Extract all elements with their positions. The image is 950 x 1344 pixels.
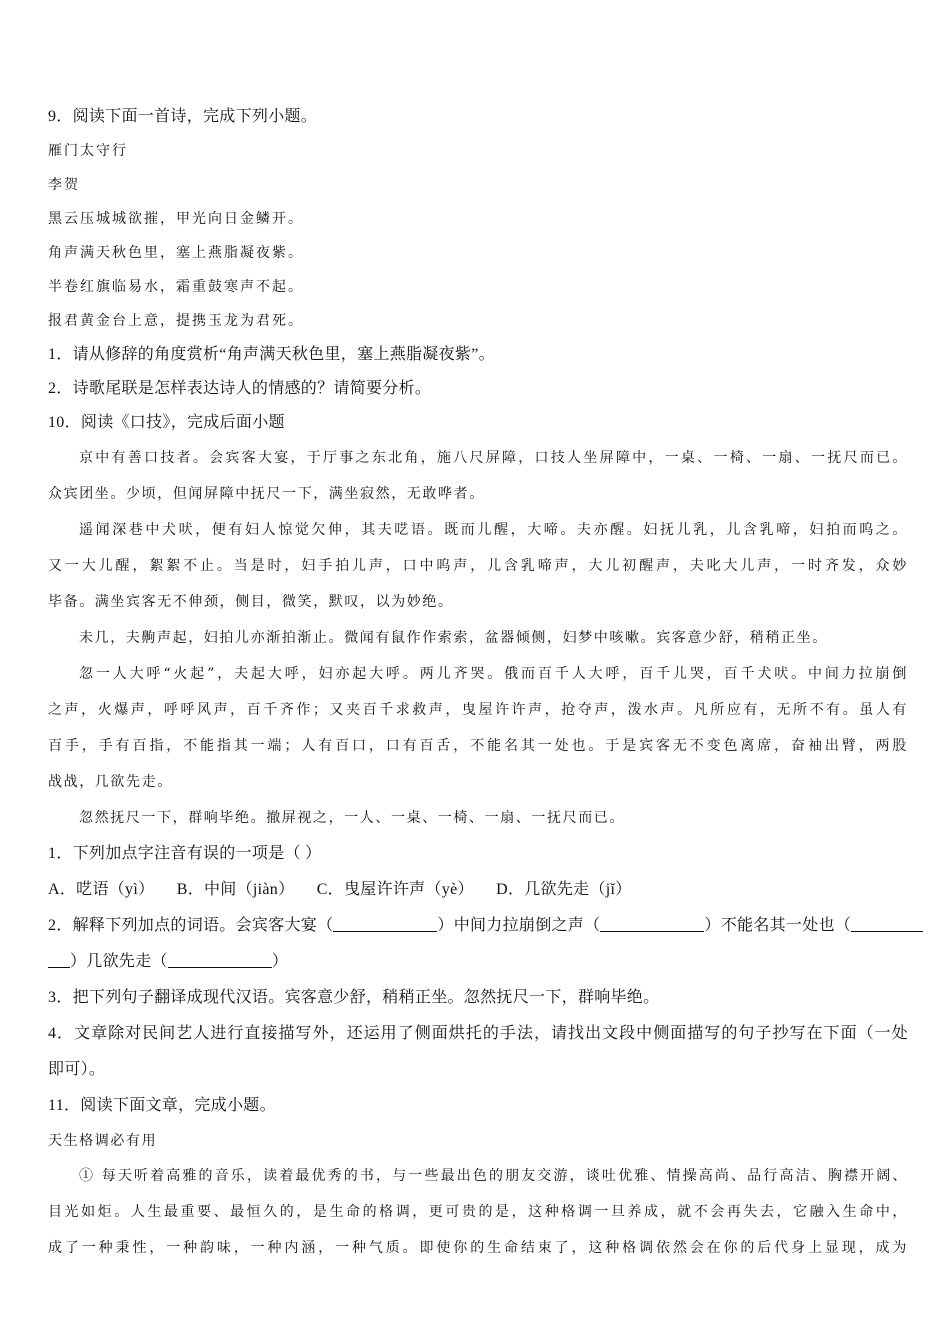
- passage-p2-line-3: 毕备。满坐宾客无不伸颈，侧目，微笑，默叹，以为妙绝。: [48, 594, 454, 610]
- article-p1-line-2: 目光如炬。人生最重要、最恒久的，是生命的格调，更可贵的是，这种格调一旦养成，就不会再失去，它融入生命中，: [48, 1204, 908, 1220]
- answer-blank-4[interactable]: [168, 951, 272, 968]
- q10-sub1: 1．下列加点字注音有误的一项是（ ）: [48, 845, 322, 862]
- q10-sub2-line-1: [48, 908, 908, 944]
- passage-p1-line-1: 京中有善口技者。会宾客大宴，于厅事之东北角，施八尺屏障，口技人坐屏障中，一桌、一椅、一扇、一抚尺而已。: [79, 450, 908, 466]
- q9-sub1: 1．请从修辞的角度赏析“角声满天秋色里，塞上燕脂凝夜紫”。: [48, 346, 495, 363]
- passage-p4-line-4: 战战，几欲先走。: [48, 774, 173, 790]
- q10-sub2-text-c: ）不能名其一处也（: [704, 917, 852, 934]
- q10-sub2-text-b: ）中间力拉崩倒之声（: [437, 917, 601, 934]
- option-d: D．几欲先走（jǐ）: [496, 881, 632, 898]
- q10-sub2-text-e: ）: [271, 953, 289, 970]
- q10-sub2-line-2: [48, 944, 908, 980]
- passage-p5-line-1: 忽然抚尺一下，群响毕绝。撤屏视之，一人、一桌、一椅、一扇、一抚尺而已。: [79, 810, 625, 826]
- passage-p3-line-1: 未几，夫齁声起，妇拍儿亦渐拍渐止。微闻有鼠作作索索，盆器倾侧，妇梦中咳嗽。宾客意少舒，稍稍正坐。: [79, 630, 828, 646]
- poem-line-1: 黑云压城城欲摧，甲光向日金鳞开。: [48, 211, 304, 227]
- poem-title: 雁门太守行: [48, 143, 128, 159]
- q10-sub3: 3．把下列句子翻译成现代汉语。宾客意少舒，稍稍正坐。忽然抚尺一下，群响毕绝。: [48, 989, 660, 1006]
- q10-sub2-text-d: ）几欲先走（: [70, 953, 168, 970]
- article-p1-line-1: ① 每天听着高雅的音乐，读着最优秀的书，与一些最出色的朋友交游，谈吐优雅、情操高尚、品行高洁、胸襟开阔、: [79, 1168, 908, 1184]
- poem-line-3: 半卷红旗临易水，霜重鼓寒声不起。: [48, 279, 304, 295]
- q10-sub2-text-a: 2．解释下列加点的词语。会宾客大宴（: [48, 917, 334, 934]
- q10-heading: 10．阅读《口技》，完成后面小题: [48, 414, 285, 431]
- option-a: A．呓语（yì）: [48, 881, 155, 898]
- passage-p4-line-1: 忽一人大呼“火起”，夫起大呼，妇亦起大呼。两儿齐哭。俄而百千人大呼，百千儿哭，百千犬吠。中间力拉崩倒: [79, 666, 908, 682]
- q10-sub4-line-2: 即可）。: [48, 1061, 106, 1078]
- poem-line-4: 报君黄金台上意，提携玉龙为君死。: [48, 313, 304, 329]
- passage-p2-line-2: 又一大儿醒，絮絮不止。当是时，妇手拍儿声，口中呜声，儿含乳啼声，大儿初醒声，夫叱大儿声，一时齐发，众妙: [48, 558, 908, 574]
- poem-author: 李贺: [48, 177, 80, 193]
- q10-options: [48, 872, 908, 908]
- answer-blank-3-continued[interactable]: [48, 951, 70, 968]
- answer-blank-3[interactable]: [851, 915, 923, 932]
- passage-p4-line-2: 之声，火爆声，呼呼风声，百千齐作；又夹百千求救声，曳屋许许声，抢夺声，泼水声。凡所应有，无所不有。虽人有: [48, 702, 908, 718]
- answer-blank-1[interactable]: [333, 915, 437, 932]
- passage-p4-line-3: 百手，手有百指，不能指其一端；人有百口，口有百舌，不能名其一处也。于是宾客无不变色离席，奋袖出臂，两股: [48, 738, 908, 754]
- q11-heading: 11．阅读下面文章，完成小题。: [48, 1097, 276, 1114]
- passage-p2-line-1: 遥闻深巷中犬吠，便有妇人惊觉欠伸，其夫呓语。既而儿醒，大啼。夫亦醒。妇抚儿乳，儿含乳啼，妇拍而呜之。: [79, 522, 908, 538]
- passage-p1-line-2: 众宾团坐。少顷，但闻屏障中抚尺一下，满坐寂然，无敢哗者。: [48, 486, 485, 502]
- option-b: B．中间（jiàn）: [176, 881, 295, 898]
- article-p1-line-3: 成了一种秉性，一种韵味，一种内涵，一种气质。即使你的生命结束了，这种格调依然会在你的后代身上显现，成为: [48, 1240, 908, 1256]
- answer-blank-2[interactable]: [600, 915, 704, 932]
- q11-article-title: 天生格调必有用: [48, 1133, 158, 1149]
- poem-line-2: 角声满天秋色里，塞上燕脂凝夜紫。: [48, 245, 304, 261]
- page-content: [48, 100, 908, 1266]
- q10-sub4-line-1: 4．文章除对民间艺人进行直接描写外，还运用了侧面烘托的手法，请找出文段中侧面描写的句子抄写在下面（一处: [48, 1025, 908, 1042]
- q9-sub2: 2．诗歌尾联是怎样表达诗人的情感的？请简要分析。: [48, 380, 432, 397]
- q9-heading: 9．阅读下面一首诗，完成下列小题。: [48, 108, 318, 125]
- option-c: C．曳屋许许声（yè）: [316, 881, 474, 898]
